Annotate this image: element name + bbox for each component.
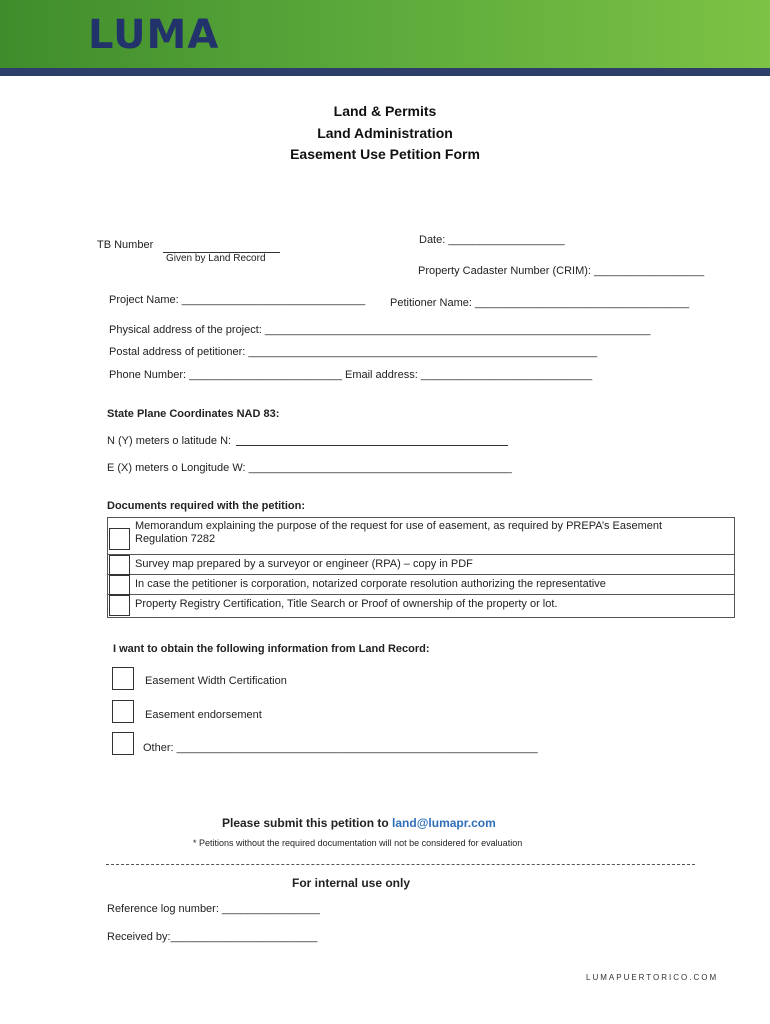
document-row: [108, 555, 734, 575]
easement-endorsement-label: Easement endorsement: [145, 709, 262, 721]
document-checkbox[interactable]: [109, 595, 130, 616]
width-certification-checkbox[interactable]: [112, 667, 134, 690]
width-certification-label: Easement Width Certification: [145, 675, 287, 687]
tb-number-label: TB Number: [97, 239, 154, 251]
north-coordinate-label: N (Y) meters o latitude N:: [107, 435, 232, 447]
title-line-1: Land & Permits: [333, 103, 437, 119]
document-item-text: Survey map prepared by a surveyor or engineer (RPA) – copy in PDF: [135, 558, 473, 570]
document-row: [108, 595, 734, 617]
document-row: [108, 575, 734, 595]
phone-field[interactable]: Phone Number: _________________________: [109, 369, 343, 381]
documents-table: [107, 517, 735, 618]
document-row: [108, 518, 734, 555]
other-field[interactable]: Other: ___________________________________________________________: [143, 742, 538, 754]
footer-url[interactable]: LUMAPUERTORICO.COM: [586, 973, 719, 982]
document-checkbox[interactable]: [109, 528, 130, 550]
submit-text: Please submit this petition to: [222, 816, 389, 830]
email-field[interactable]: Email address: ____________________________: [345, 369, 593, 381]
reference-log-field[interactable]: Reference log number: ________________: [107, 903, 320, 915]
document-item-text: Regulation 7282: [135, 533, 216, 545]
petitioner-name-field[interactable]: Petitioner Name: ___________________________________: [390, 297, 690, 309]
logo-text: LUMA: [88, 12, 220, 58]
east-coordinate-field[interactable]: E (X) meters o Longitude W: ___________________________________________: [107, 462, 512, 474]
document-item-text: In case the petitioner is corporation, notarized corporate resolution authorizing the representative: [135, 578, 606, 590]
header-banner: [0, 0, 770, 68]
date-field[interactable]: Date: ___________________: [419, 234, 565, 246]
coordinates-heading: State Plane Coordinates NAD 83:: [107, 408, 280, 420]
documents-heading: Documents required with the petition:: [107, 500, 306, 512]
other-checkbox[interactable]: [112, 732, 134, 755]
project-name-field[interactable]: Project Name: ______________________________: [109, 294, 366, 306]
submit-instruction: [222, 816, 496, 830]
title-line-3: Easement Use Petition Form: [290, 146, 480, 162]
north-coordinate-line[interactable]: [236, 445, 508, 446]
received-by-field[interactable]: Received by:________________________: [107, 931, 318, 943]
document-item-text: Property Registry Certification, Title Search or Proof of ownership of the property or lot.: [135, 598, 558, 610]
title-line-2: Land Administration: [317, 125, 453, 141]
document-checkbox[interactable]: [109, 555, 130, 575]
luma-logo: [88, 14, 238, 56]
easement-endorsement-checkbox[interactable]: [112, 700, 134, 723]
internal-heading: For internal use only: [292, 876, 411, 890]
header-stripe: [0, 68, 770, 76]
physical-address-field[interactable]: Physical address of the project: _______________________________________________________________: [109, 324, 651, 336]
submit-note: * Petitions without the required documentation will not be considered for evaluation: [193, 838, 523, 848]
dashed-divider: [106, 864, 695, 865]
postal-address-field[interactable]: Postal address of petitioner: _________________________________________________________: [109, 346, 598, 358]
crim-field[interactable]: Property Cadaster Number (CRIM): __________________: [418, 265, 705, 277]
submit-email-link[interactable]: land@lumapr.com: [392, 816, 496, 830]
document-item-text: Memorandum explaining the purpose of the request for use of easement, as required by PREPA’s Easement: [135, 520, 663, 532]
information-heading: I want to obtain the following information from Land Record:: [113, 643, 430, 655]
tb-number-hint: Given by Land Record: [166, 253, 266, 264]
document-checkbox[interactable]: [109, 575, 130, 595]
